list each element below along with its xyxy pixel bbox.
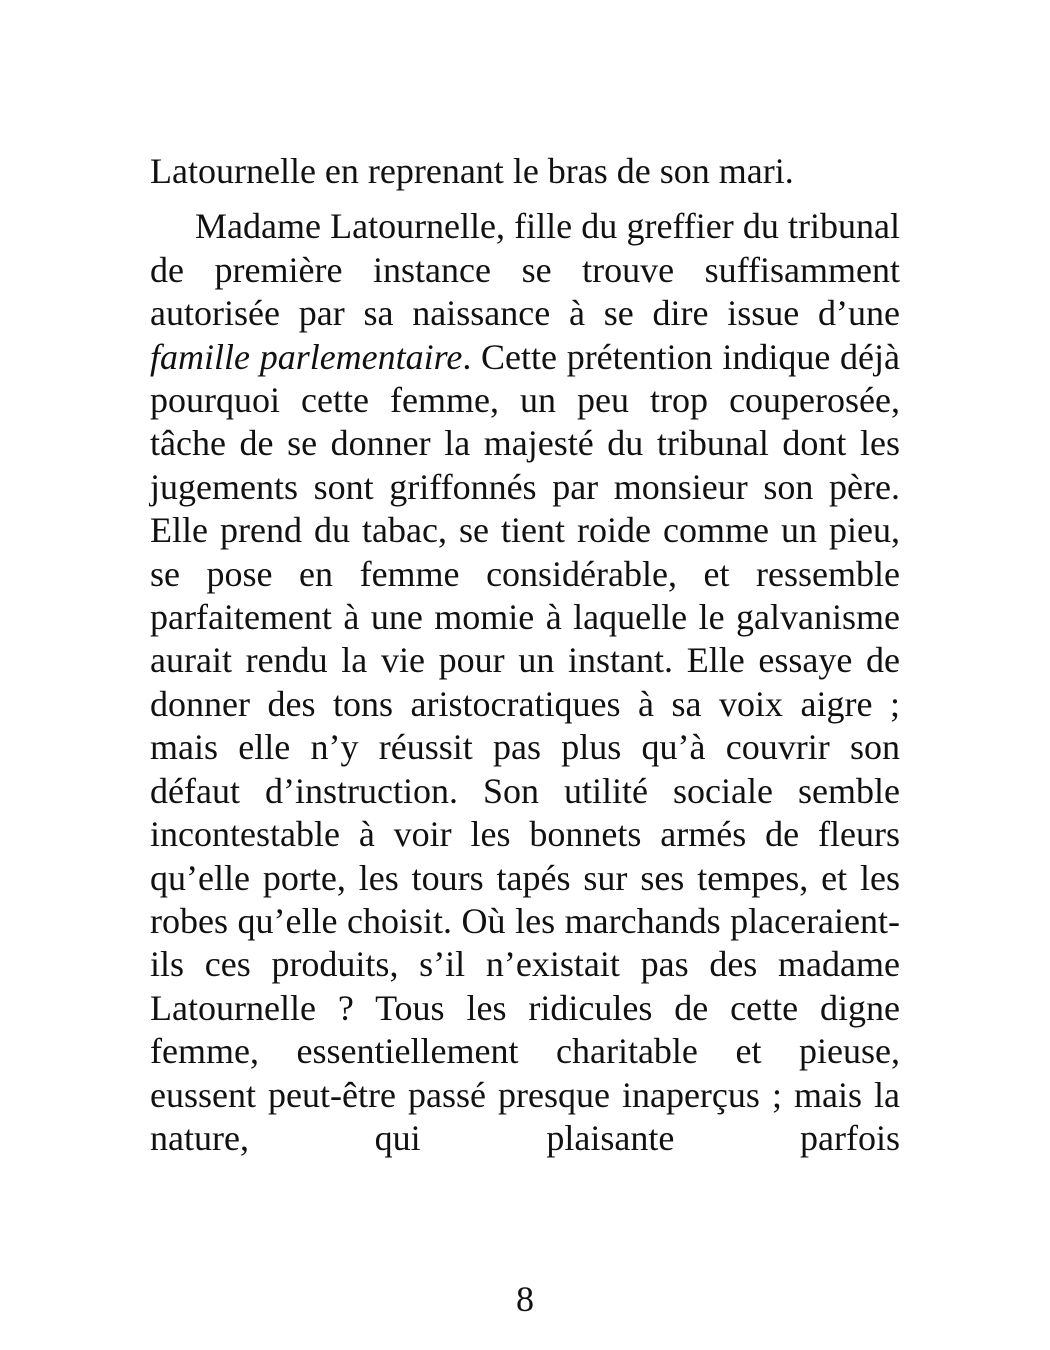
page-number: 8: [516, 1279, 534, 1319]
paragraph-text-end: . Cette prétention indique déjà pourquoi cette femme, un peu trop couperosée, tâche de se donner la majesté du tribunal dont les jugements sont griffonnés par monsieur son père. Elle prend du tabac, se tient roide comme un pieu, se pose en femme considérable, et ressemble parfaitement à une momie à laquelle le galvanisme aurait rendu la vie pour un instant. Elle essaye de donner des tons aristocratiques à sa voix aigre ; mais elle n’y réussit pas plus qu’à couvrir son défaut d’instruction. Son utilité sociale semble incontestable à voir les bonnets armés de fleurs qu’elle porte, les tours tapés sur ses tempes, et les robes qu’elle choisit. Où les marchands placeraient-ils ces produits, s’il n’existait pas des madame Latournelle ? Tous les ridicules de cette digne femme, essentiellement charitable et pieuse, eussent peut-être passé presque inaperçus ; mais la nature, qui plaisante parfois: [150, 336, 900, 1158]
body-paragraph: [150, 205, 900, 1160]
italic-phrase: famille parlementaire: [150, 336, 463, 377]
continuation-line: Latournelle en reprenant le bras de son mari.: [150, 151, 794, 191]
page-body: [150, 150, 900, 1160]
paragraph-text-start: Madame Latournelle, fille du greffier du tribunal de première instance se trouve suffisamment autorisée par sa naissance à se dire issue d’une: [150, 206, 900, 334]
